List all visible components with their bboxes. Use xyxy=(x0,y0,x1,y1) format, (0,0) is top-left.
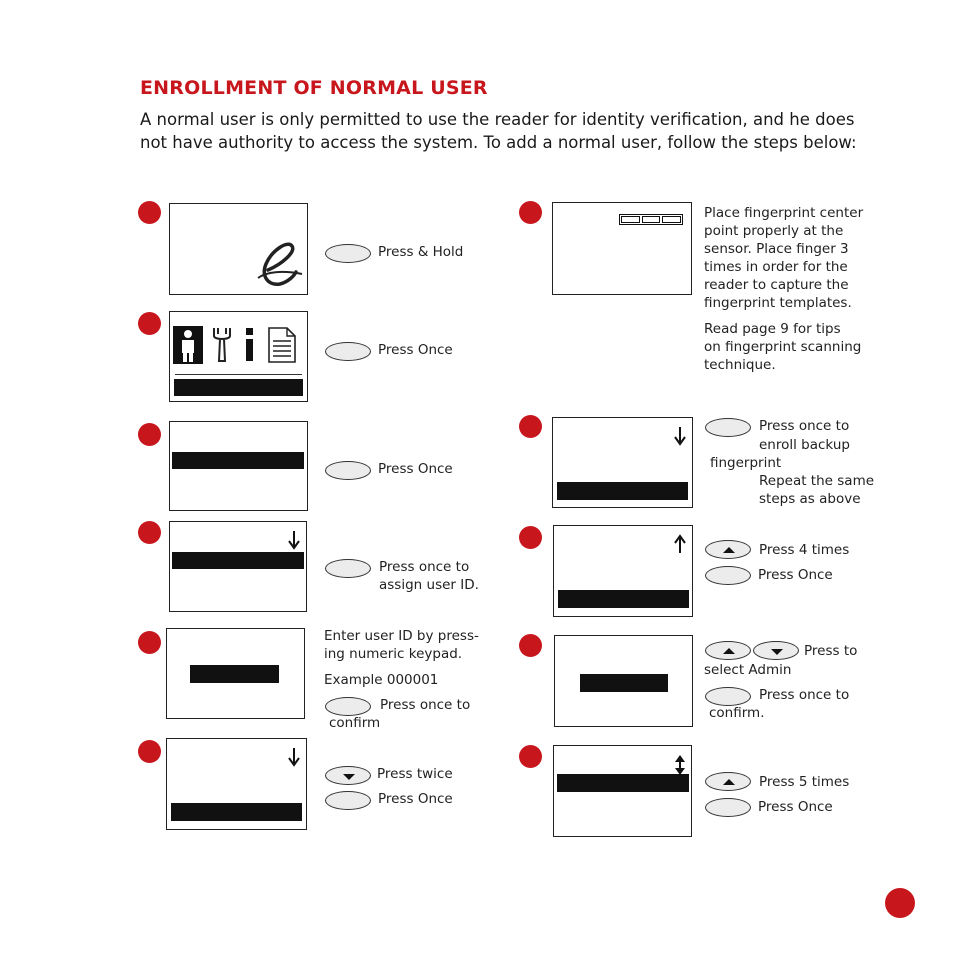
step-8-line-5: steps as above xyxy=(759,491,861,507)
step-7-p2-line-2: on fingerprint scanning xyxy=(704,339,862,355)
device-screen-menu xyxy=(169,311,308,402)
step-5-line-3: Press once to xyxy=(380,697,471,713)
highlight-bar xyxy=(174,379,303,396)
step-5-example: Example 000001 xyxy=(324,672,439,688)
highlight-bar xyxy=(557,774,689,792)
step-5-line-2: ing numeric keypad. xyxy=(324,646,463,662)
button-icon xyxy=(325,342,371,361)
step-marker xyxy=(138,631,161,654)
selection-bar xyxy=(580,674,668,692)
step-marker xyxy=(138,521,161,544)
step-4-line-1: Press once to xyxy=(379,559,470,575)
button-icon xyxy=(325,559,371,578)
down-arrow-icon xyxy=(673,426,687,446)
button-icon xyxy=(705,418,751,437)
step-7-p1-line-3: sensor. Place finger 3 xyxy=(704,241,849,257)
device-screen xyxy=(553,745,692,837)
step-marker xyxy=(519,201,542,224)
step-10-line-1: Press to xyxy=(804,643,858,659)
step-marker xyxy=(138,740,161,763)
step-11-line-1: Press 5 times xyxy=(759,774,850,790)
page-title: ENROLLMENT OF NORMAL USER xyxy=(140,77,488,99)
device-screen xyxy=(166,628,305,719)
page-marker xyxy=(885,888,915,918)
step-10-line-2: select Admin xyxy=(704,662,792,678)
step-marker xyxy=(138,201,161,224)
up-button-icon xyxy=(705,641,751,660)
script-e-logo-icon xyxy=(252,240,312,290)
step-8-line-1: Press once to xyxy=(759,418,850,434)
highlight-bar xyxy=(558,590,689,608)
button-icon xyxy=(325,461,371,480)
step-3-instruction: Press Once xyxy=(378,461,453,477)
highlight-bar xyxy=(172,452,304,469)
step-7-p1-line-5: reader to capture the xyxy=(704,277,849,293)
down-arrow-icon xyxy=(287,747,301,767)
device-screen xyxy=(554,635,693,727)
down-button-icon xyxy=(753,641,799,660)
step-10-line-4: confirm. xyxy=(709,705,765,721)
device-screen xyxy=(166,738,307,830)
step-marker xyxy=(519,634,542,657)
document-icon xyxy=(267,326,297,364)
intro-paragraph: A normal user is only permitted to use the reader for identity verification, and he does not have authority to access the system. To add a normal user, follow the steps below: xyxy=(140,110,857,152)
device-screen xyxy=(553,525,693,617)
step-1-instruction: Press & Hold xyxy=(378,244,464,260)
device-screen-logo xyxy=(169,203,308,295)
button-icon xyxy=(325,791,371,810)
up-button-icon xyxy=(705,772,751,791)
step-8-line-4: Repeat the same xyxy=(759,473,875,489)
progress-boxes xyxy=(619,214,683,225)
step-marker xyxy=(519,745,542,768)
step-8-line-3: fingerprint xyxy=(710,455,782,471)
step-9-line-1: Press 4 times xyxy=(759,542,850,558)
highlight-bar xyxy=(172,552,304,569)
button-icon xyxy=(705,798,751,817)
down-button-icon xyxy=(325,766,371,785)
down-arrow-icon xyxy=(287,530,301,550)
step-7-p1-line-2: point properly at the xyxy=(704,223,844,239)
step-6-line-2: Press Once xyxy=(378,791,453,807)
step-6-line-1: Press twice xyxy=(377,766,453,782)
step-7-p2-line-1: Read page 9 for tips xyxy=(704,321,841,337)
step-marker xyxy=(519,415,542,438)
input-field-bar xyxy=(190,665,279,683)
step-11-line-2: Press Once xyxy=(758,799,833,815)
device-screen xyxy=(169,421,308,511)
up-arrow-icon xyxy=(673,534,687,554)
wrench-icon xyxy=(208,326,236,364)
step-10-line-3: Press once to xyxy=(759,687,850,703)
step-2-instruction: Press Once xyxy=(378,342,453,358)
button-icon xyxy=(325,244,371,263)
step-marker xyxy=(138,423,161,446)
step-5-line-4: confirm xyxy=(329,715,381,731)
button-icon xyxy=(705,566,751,585)
device-screen xyxy=(552,417,693,508)
up-button-icon xyxy=(705,540,751,559)
user-icon xyxy=(173,326,203,364)
step-4-line-2: assign user ID. xyxy=(379,577,479,593)
step-7-p2-line-3: technique. xyxy=(704,357,776,373)
device-screen-fingerprint xyxy=(552,202,692,295)
step-7-p1-line-1: Place fingerprint center xyxy=(704,205,864,221)
menu-divider xyxy=(175,374,302,375)
step-7-p1-line-6: fingerprint templates. xyxy=(704,295,852,311)
step-marker xyxy=(138,312,161,335)
step-marker xyxy=(519,526,542,549)
info-icon xyxy=(242,326,258,364)
step-8-line-2: enroll backup xyxy=(759,437,850,453)
up-down-arrow-icon xyxy=(673,754,687,776)
step-9-line-2: Press Once xyxy=(758,567,833,583)
highlight-bar xyxy=(171,803,302,821)
highlight-bar xyxy=(557,482,688,500)
step-5-line-1: Enter user ID by press- xyxy=(324,628,479,644)
device-screen xyxy=(169,521,307,612)
step-7-p1-line-4: times in order for the xyxy=(704,259,848,275)
